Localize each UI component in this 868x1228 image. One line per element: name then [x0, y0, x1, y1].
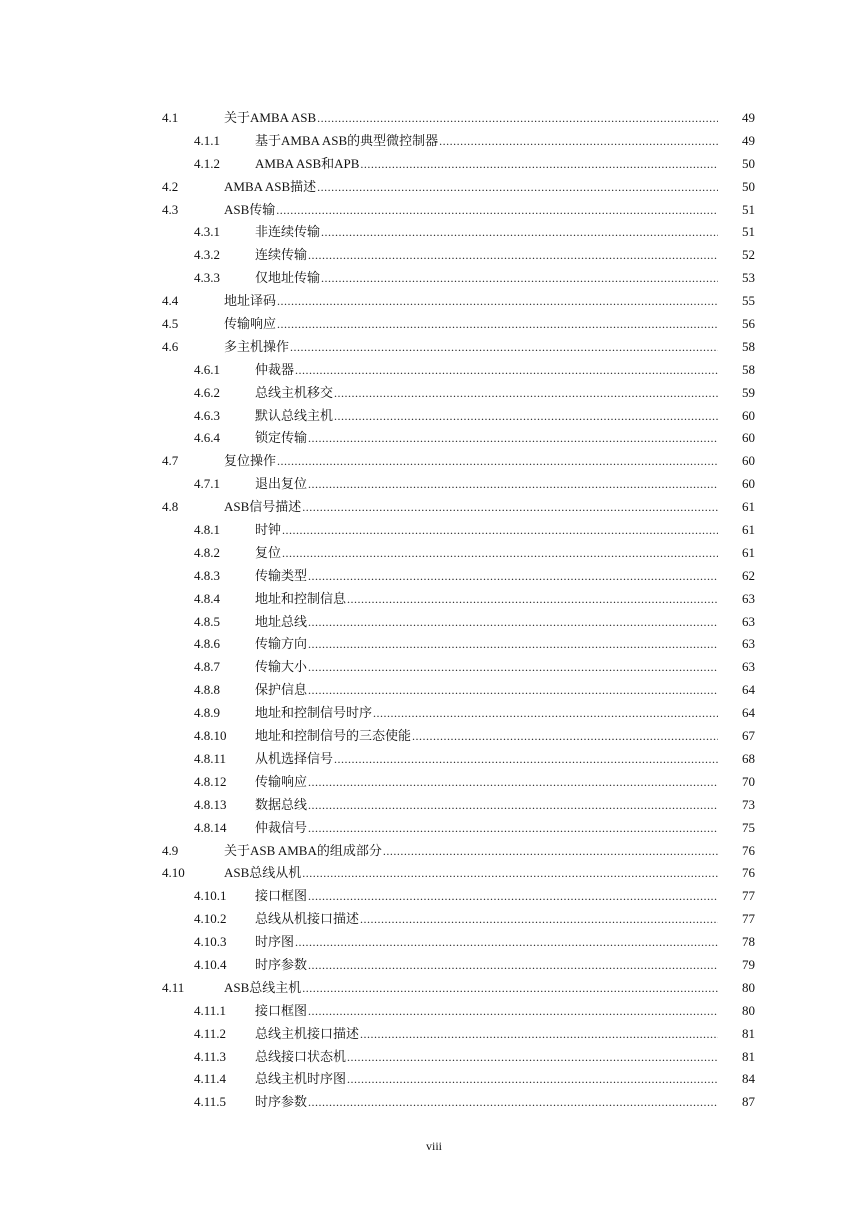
toc-entry-title: 退出复位 [255, 476, 308, 492]
toc-entry[interactable] [0, 1091, 868, 1114]
toc-entry[interactable] [0, 1023, 868, 1046]
toc-entry-number: 4.3 [162, 201, 179, 217]
toc-dot-leader [308, 611, 718, 634]
toc-entry-number: 4.7.1 [194, 476, 220, 492]
toc-entry[interactable] [0, 496, 868, 519]
toc-dot-leader [308, 1000, 718, 1023]
toc-entry-title-line [255, 405, 718, 428]
toc-entry-number: 4.8.8 [194, 682, 220, 698]
toc-entry-page: 80 [742, 1002, 755, 1018]
toc-entry-title-line [255, 153, 718, 176]
toc-dot-leader [276, 199, 718, 222]
toc-dot-leader [308, 885, 718, 908]
toc-entry-page: 61 [742, 544, 755, 560]
toc-entry[interactable] [0, 1046, 868, 1069]
toc-entry-number: 4.8.10 [194, 728, 227, 744]
toc-dot-leader [295, 359, 718, 382]
toc-entry-title: 仅地址传输 [255, 270, 321, 286]
toc-entry-page: 68 [742, 750, 755, 766]
toc-entry-title: 总线主机移交 [255, 384, 334, 400]
toc-entry-title-line [224, 336, 718, 359]
toc-entry-title: 连续传输 [255, 247, 308, 263]
toc-entry-title: 总线从机接口描述 [255, 911, 360, 927]
toc-entry-title-line [255, 473, 718, 496]
toc-entry-title-line [255, 244, 718, 267]
toc-entry-number: 4.3.3 [194, 270, 220, 286]
toc-entry[interactable] [0, 794, 868, 817]
toc-entry-page: 84 [742, 1071, 755, 1087]
toc-dot-leader [308, 954, 718, 977]
toc-entry-title-line [255, 885, 718, 908]
toc-entry-number: 4.11.5 [194, 1094, 227, 1110]
toc-entry[interactable] [0, 107, 868, 130]
toc-entry[interactable] [0, 725, 868, 748]
toc-entry-number: 4.6.3 [194, 407, 220, 423]
toc-dot-leader [308, 473, 718, 496]
toc-entry[interactable] [0, 130, 868, 153]
toc-entry[interactable] [0, 931, 868, 954]
toc-entry-page: 60 [742, 430, 755, 446]
toc-entry-page: 55 [742, 293, 755, 309]
toc-entry-title: 保护信息 [255, 682, 308, 698]
toc-dot-leader [360, 1023, 718, 1046]
toc-entry-number: 4.10 [162, 865, 185, 881]
toc-entry-page: 62 [742, 567, 755, 583]
toc-entry-page: 77 [742, 911, 755, 927]
toc-entry-page: 77 [742, 888, 755, 904]
toc-entry-number: 4.8.1 [194, 522, 220, 538]
toc-entry-page: 63 [742, 659, 755, 675]
toc-dot-leader [347, 1046, 718, 1069]
toc-entry-number: 4.9 [162, 842, 179, 858]
toc-entry-title-line [255, 679, 718, 702]
toc-entry-title: 多主机操作 [224, 338, 290, 354]
toc-entry-title-line [224, 107, 718, 130]
toc-dot-leader [383, 840, 718, 863]
toc-entry-page: 60 [742, 476, 755, 492]
toc-entry-title-line [255, 611, 718, 634]
toc-entry-page: 67 [742, 728, 755, 744]
toc-entry-number: 4.5 [162, 316, 179, 332]
toc-entry-number: 4.8.2 [194, 544, 220, 560]
toc-entry-title: 关于ASB AMBA的组成部分 [224, 842, 382, 858]
toc-entry[interactable] [0, 885, 868, 908]
toc-entry-title: 数据总线 [255, 796, 308, 812]
toc-entry-page: 64 [742, 682, 755, 698]
toc-entry-title-line [255, 794, 718, 817]
toc-entry-title-line [255, 702, 718, 725]
toc-entry-title: 总线接口状态机 [255, 1048, 347, 1064]
toc-entry-title: 传输响应 [255, 773, 308, 789]
toc-entry[interactable] [0, 519, 868, 542]
toc-entry-number: 4.7 [162, 453, 179, 469]
toc-entry-title: 传输方向 [255, 636, 308, 652]
toc-entry-title: 时序参数 [255, 956, 308, 972]
toc-entry-number: 4.2 [162, 178, 179, 194]
toc-dot-leader [277, 450, 718, 473]
toc-entry-number: 4.8.13 [194, 796, 227, 812]
toc-entry-title: ASB信号描述 [224, 499, 302, 515]
toc-entry-page: 63 [742, 590, 755, 606]
toc-dot-leader [277, 313, 718, 336]
toc-dot-leader [282, 519, 718, 542]
toc-entry-page: 81 [742, 1048, 755, 1064]
toc-entry[interactable] [0, 473, 868, 496]
toc-entry-number: 4.6.1 [194, 361, 220, 377]
toc-entry-title: ASB总线从机 [224, 865, 302, 881]
toc-entry-number: 4.8.12 [194, 773, 227, 789]
toc-entry[interactable] [0, 382, 868, 405]
toc-dot-leader [308, 633, 718, 656]
toc-entry-title: 时序图 [255, 934, 295, 950]
toc-dot-leader [277, 290, 718, 313]
toc-entry-title: ASB总线主机 [224, 979, 302, 995]
toc-dot-leader [334, 405, 718, 428]
toc-entry-title: AMBA ASB描述 [224, 178, 317, 194]
toc-entry[interactable] [0, 977, 868, 1000]
toc-entry-title: 仲裁信号 [255, 819, 308, 835]
toc-dot-leader [360, 153, 718, 176]
toc-entry[interactable] [0, 359, 868, 382]
toc-entry-title-line [255, 656, 718, 679]
toc-entry[interactable] [0, 336, 868, 359]
toc-entry-title: 地址和控制信号时序 [255, 705, 373, 721]
toc-entry[interactable] [0, 1000, 868, 1023]
toc-entry-title: 接口框图 [255, 888, 308, 904]
toc-entry-title-line [255, 1068, 718, 1091]
toc-dot-leader [373, 702, 718, 725]
toc-entry-title: 复位操作 [224, 453, 277, 469]
toc-entry-title-line [224, 862, 718, 885]
toc-entry-title-line [255, 519, 718, 542]
toc-entry-page: 63 [742, 613, 755, 629]
toc-entry-title: 关于AMBA ASB [224, 110, 317, 125]
toc-entry-page: 51 [742, 201, 755, 217]
toc-entry-number: 4.4 [162, 293, 179, 309]
toc-dot-leader [334, 382, 718, 405]
toc-entry[interactable] [0, 679, 868, 702]
toc-entry-number: 4.3.1 [194, 224, 220, 240]
toc-entry-title: 锁定传输 [255, 430, 308, 446]
toc-entry-title-line [224, 840, 718, 863]
toc-entry-page: 63 [742, 636, 755, 652]
toc-entry-title-line [255, 633, 718, 656]
toc-entry-number: 4.8.5 [194, 613, 220, 629]
toc-entry-title: ASB传输 [224, 201, 276, 217]
toc-entry-number: 4.8.4 [194, 590, 220, 606]
toc-entry[interactable] [0, 290, 868, 313]
toc-entry-page: 53 [742, 270, 755, 286]
toc-entry-page: 52 [742, 247, 755, 263]
toc-entry[interactable] [0, 1068, 868, 1091]
toc-entry-page: 81 [742, 1025, 755, 1041]
toc-entry-title: 传输大小 [255, 659, 308, 675]
toc-entry-page: 78 [742, 934, 755, 950]
toc-entry-number: 4.8 [162, 499, 179, 515]
toc-entry-title: AMBA ASB和APB [255, 155, 360, 171]
toc-dot-leader [412, 725, 718, 748]
toc-entry[interactable] [0, 450, 868, 473]
toc-entry[interactable] [0, 153, 868, 176]
toc-entry-page: 49 [742, 110, 755, 125]
toc-entry-title-line [255, 817, 718, 840]
toc-entry[interactable] [0, 656, 868, 679]
toc-entry-page: 60 [742, 407, 755, 423]
toc-entry-number: 4.10.1 [194, 888, 227, 904]
toc-entry-title-line [255, 1046, 718, 1069]
toc-entry[interactable] [0, 840, 868, 863]
toc-entry-number: 4.6.4 [194, 430, 220, 446]
toc-dot-leader [317, 107, 718, 130]
toc-dot-leader [282, 542, 718, 565]
toc-entry-number: 4.10.4 [194, 956, 227, 972]
toc-entry-title-line [255, 267, 718, 290]
toc-entry-title-line [224, 176, 718, 199]
toc-dot-leader [347, 1068, 718, 1091]
toc-dot-leader [295, 931, 718, 954]
toc-entry-page: 76 [742, 865, 755, 881]
toc-entry-page: 59 [742, 384, 755, 400]
toc-entry-title-line [255, 359, 718, 382]
toc-entry-title-line [255, 954, 718, 977]
table-of-contents [0, 107, 868, 1114]
toc-entry[interactable] [0, 427, 868, 450]
toc-entry[interactable] [0, 244, 868, 267]
toc-entry-title-line [224, 977, 718, 1000]
toc-entry-title: 仲裁器 [255, 361, 295, 377]
toc-dot-leader [321, 267, 718, 290]
toc-entry-title-line [255, 908, 718, 931]
toc-entry[interactable] [0, 862, 868, 885]
toc-entry-number: 4.8.14 [194, 819, 227, 835]
toc-entry[interactable] [0, 267, 868, 290]
toc-entry-number: 4.11 [162, 979, 185, 995]
toc-entry-number: 4.8.9 [194, 705, 220, 721]
toc-dot-leader [360, 908, 718, 931]
toc-entry-title: 传输类型 [255, 567, 308, 583]
toc-entry[interactable] [0, 565, 868, 588]
toc-entry[interactable] [0, 748, 868, 771]
toc-entry[interactable] [0, 588, 868, 611]
toc-entry-number: 4.6 [162, 338, 179, 354]
toc-dot-leader [308, 427, 718, 450]
toc-entry-title-line [255, 565, 718, 588]
toc-entry-title: 地址和控制信息 [255, 590, 347, 606]
toc-entry-title: 接口框图 [255, 1002, 308, 1018]
toc-dot-leader [308, 1091, 718, 1114]
toc-dot-leader [308, 817, 718, 840]
toc-entry-title-line [224, 496, 718, 519]
toc-entry-page: 64 [742, 705, 755, 721]
toc-dot-leader [334, 748, 718, 771]
toc-entry-number: 4.10.3 [194, 934, 227, 950]
toc-entry-title: 地址和控制信号的三态使能 [255, 728, 412, 744]
toc-entry-number: 4.1.1 [194, 132, 220, 148]
toc-entry-number: 4.1 [162, 110, 179, 125]
toc-entry-page: 61 [742, 522, 755, 538]
toc-entry-title: 基于AMBA ASB的典型微控制器 [255, 132, 439, 148]
toc-entry-title-line [255, 1023, 718, 1046]
toc-entry-number: 4.11.2 [194, 1025, 227, 1041]
toc-entry[interactable] [0, 542, 868, 565]
toc-entry-title-line [255, 1000, 718, 1023]
toc-entry[interactable] [0, 702, 868, 725]
toc-entry-page: 70 [742, 773, 755, 789]
toc-dot-leader [308, 771, 718, 794]
toc-entry-page: 76 [742, 842, 755, 858]
toc-entry[interactable] [0, 908, 868, 931]
toc-entry-page: 80 [742, 979, 755, 995]
toc-entry-title-line [224, 290, 718, 313]
toc-dot-leader [308, 679, 718, 702]
toc-entry-number: 4.10.2 [194, 911, 227, 927]
toc-entry-title-line [255, 221, 718, 244]
toc-entry-number: 4.8.3 [194, 567, 220, 583]
toc-entry-title-line [255, 427, 718, 450]
toc-entry-page: 50 [742, 178, 755, 194]
toc-entry-title: 总线主机接口描述 [255, 1025, 360, 1041]
toc-entry-title-line [224, 199, 718, 222]
toc-entry[interactable] [0, 176, 868, 199]
toc-dot-leader [302, 862, 718, 885]
toc-entry-title-line [255, 1091, 718, 1114]
toc-entry-title: 非连续传输 [255, 224, 321, 240]
toc-entry-number: 4.6.2 [194, 384, 220, 400]
toc-dot-leader [347, 588, 718, 611]
toc-entry[interactable] [0, 611, 868, 634]
toc-entry-title: 总线主机时序图 [255, 1071, 347, 1087]
toc-entry-page: 58 [742, 361, 755, 377]
toc-entry-page: 87 [742, 1094, 755, 1110]
toc-entry-page: 79 [742, 956, 755, 972]
toc-entry-page: 73 [742, 796, 755, 812]
toc-entry-title: 从机选择信号 [255, 750, 334, 766]
toc-entry-number: 4.1.2 [194, 155, 220, 171]
toc-entry-title-line [255, 588, 718, 611]
toc-entry-title-line [224, 450, 718, 473]
toc-entry-title-line [255, 725, 718, 748]
toc-entry[interactable] [0, 633, 868, 656]
toc-entry-title-line [255, 130, 718, 153]
toc-entry-number: 4.3.2 [194, 247, 220, 263]
toc-entry-title-line [255, 771, 718, 794]
toc-entry-page: 56 [742, 316, 755, 332]
toc-dot-leader [302, 496, 718, 519]
toc-entry-title: 传输响应 [224, 316, 277, 332]
toc-entry-title: 地址总线 [255, 613, 308, 629]
toc-entry-page: 50 [742, 155, 755, 171]
toc-dot-leader [308, 656, 718, 679]
toc-entry[interactable] [0, 221, 868, 244]
toc-entry-number: 4.8.11 [194, 750, 227, 766]
toc-entry[interactable] [0, 771, 868, 794]
toc-entry[interactable] [0, 405, 868, 428]
toc-entry-title: 默认总线主机 [255, 407, 334, 423]
toc-dot-leader [321, 221, 718, 244]
toc-entry-number: 4.11.4 [194, 1071, 227, 1087]
toc-dot-leader [308, 794, 718, 817]
toc-entry-number: 4.8.7 [194, 659, 220, 675]
toc-entry-title-line [255, 542, 718, 565]
toc-entry-page: 60 [742, 453, 755, 469]
toc-dot-leader [439, 130, 718, 153]
toc-entry-page: 51 [742, 224, 755, 240]
toc-entry[interactable] [0, 199, 868, 222]
toc-entry-page: 49 [742, 132, 755, 148]
toc-entry-title-line [224, 313, 718, 336]
toc-dot-leader [317, 176, 718, 199]
toc-entry-number: 4.11.1 [194, 1002, 227, 1018]
toc-entry-number: 4.8.6 [194, 636, 220, 652]
toc-entry-title-line [255, 931, 718, 954]
toc-entry-title: 时钟 [255, 522, 282, 538]
page-number: viii [425, 1139, 442, 1153]
toc-entry-page: 58 [742, 338, 755, 354]
toc-dot-leader [290, 336, 718, 359]
toc-entry[interactable] [0, 313, 868, 336]
toc-entry-title-line [255, 748, 718, 771]
toc-entry-page: 75 [742, 819, 755, 835]
toc-entry-title: 地址译码 [224, 293, 277, 309]
toc-entry-page: 61 [742, 499, 755, 515]
toc-entry-title-line [255, 382, 718, 405]
toc-entry-title: 时序参数 [255, 1094, 308, 1110]
toc-dot-leader [308, 565, 718, 588]
toc-entry[interactable] [0, 817, 868, 840]
toc-entry[interactable] [0, 954, 868, 977]
toc-dot-leader [308, 244, 718, 267]
toc-dot-leader [302, 977, 718, 1000]
toc-entry-title: 复位 [255, 544, 282, 560]
toc-entry-number: 4.11.3 [194, 1048, 227, 1064]
